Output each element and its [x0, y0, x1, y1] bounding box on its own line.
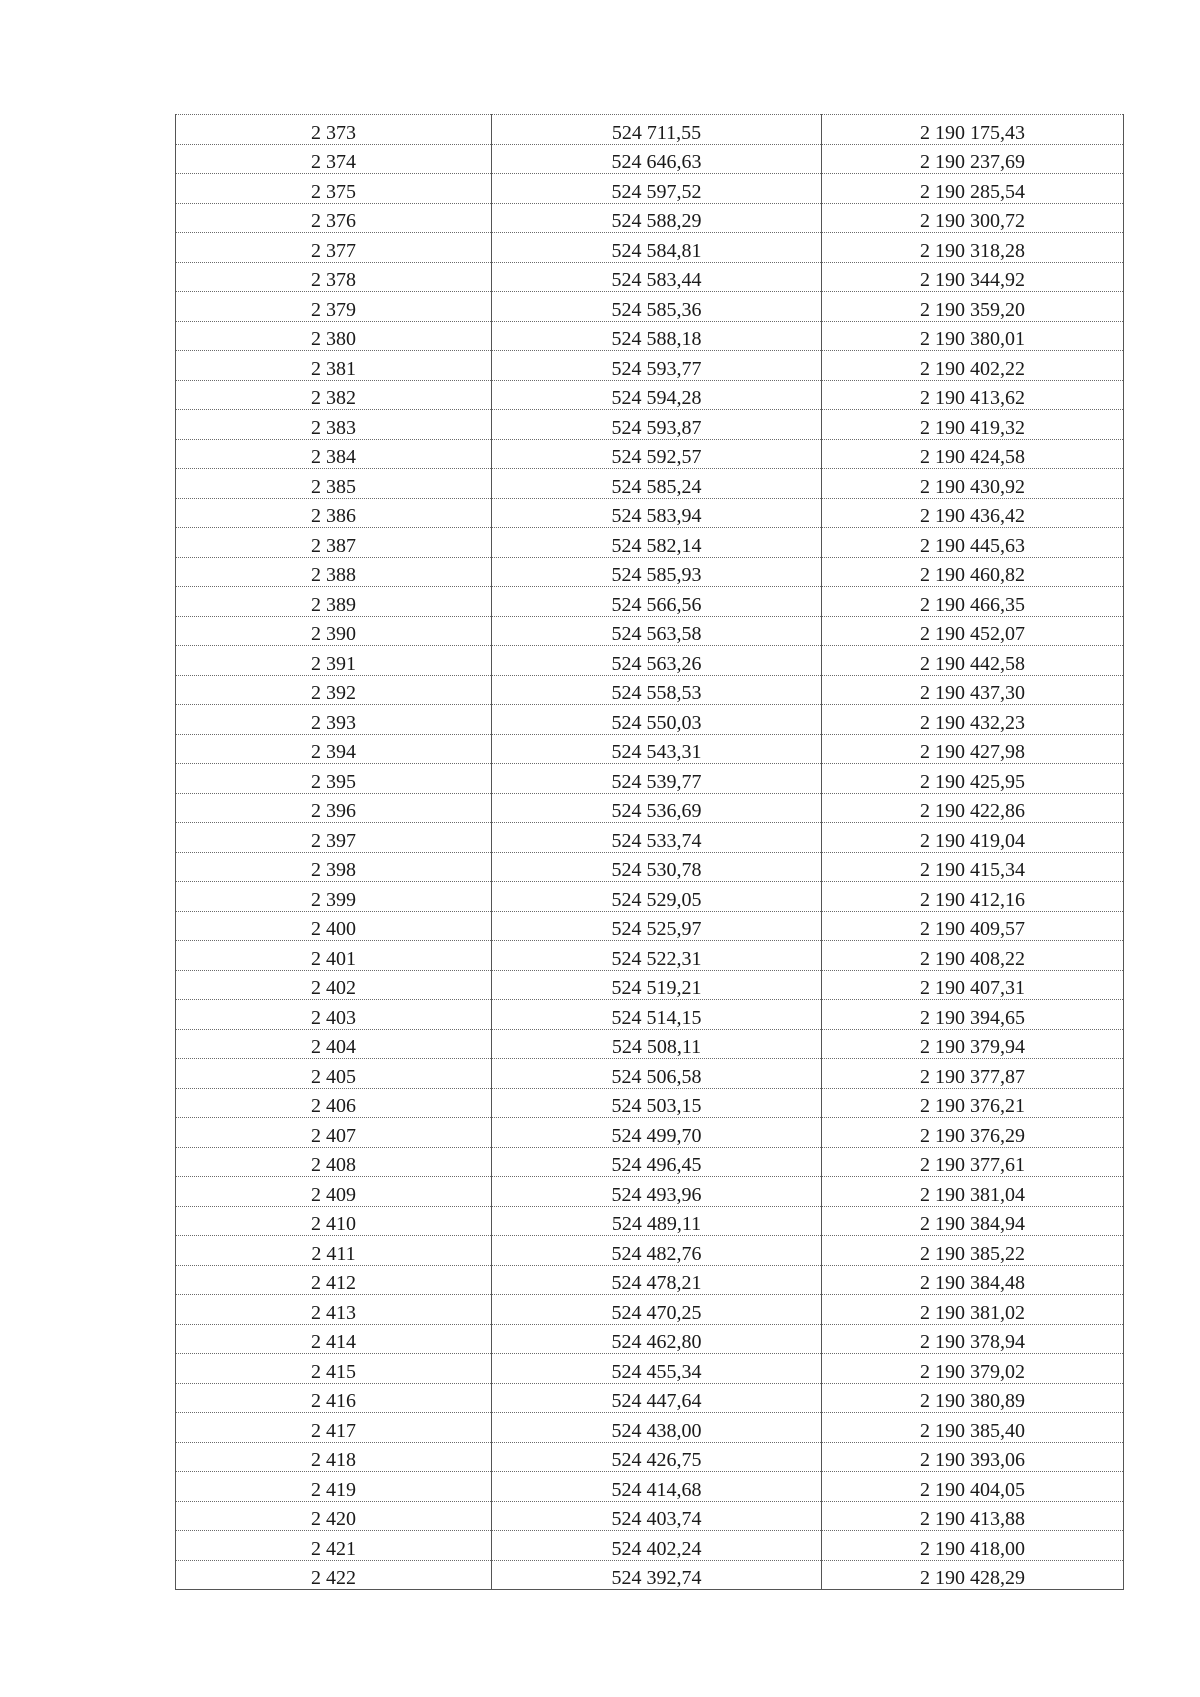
x-coordinate-cell: 524 414,68 — [492, 1472, 822, 1502]
y-coordinate-cell: 2 190 415,34 — [822, 852, 1124, 882]
table-row — [176, 498, 1124, 528]
point-number-cell: 2 417 — [176, 1413, 492, 1443]
table-row — [176, 1324, 1124, 1354]
table-row — [176, 1059, 1124, 1089]
x-coordinate-cell: 524 588,18 — [492, 321, 822, 351]
y-coordinate-cell: 2 190 445,63 — [822, 528, 1124, 558]
y-coordinate-cell: 2 190 437,30 — [822, 675, 1124, 705]
point-number-cell: 2 396 — [176, 793, 492, 823]
y-coordinate-cell: 2 190 285,54 — [822, 174, 1124, 204]
point-number-cell: 2 393 — [176, 705, 492, 735]
point-number-cell: 2 386 — [176, 498, 492, 528]
point-number-cell: 2 377 — [176, 233, 492, 263]
x-coordinate-cell: 524 530,78 — [492, 852, 822, 882]
x-coordinate-cell: 524 563,58 — [492, 616, 822, 646]
table-row — [176, 528, 1124, 558]
table-row — [176, 1501, 1124, 1531]
y-coordinate-cell: 2 190 380,89 — [822, 1383, 1124, 1413]
x-coordinate-cell: 524 585,24 — [492, 469, 822, 499]
table-row — [176, 380, 1124, 410]
table-row — [176, 203, 1124, 233]
point-number-cell: 2 387 — [176, 528, 492, 558]
y-coordinate-cell: 2 190 359,20 — [822, 292, 1124, 322]
y-coordinate-cell: 2 190 404,05 — [822, 1472, 1124, 1502]
y-coordinate-cell: 2 190 384,48 — [822, 1265, 1124, 1295]
x-coordinate-cell: 524 539,77 — [492, 764, 822, 794]
point-number-cell: 2 414 — [176, 1324, 492, 1354]
table-row — [176, 764, 1124, 794]
y-coordinate-cell: 2 190 425,95 — [822, 764, 1124, 794]
y-coordinate-cell: 2 190 418,00 — [822, 1531, 1124, 1561]
point-number-cell: 2 405 — [176, 1059, 492, 1089]
table-row — [176, 1354, 1124, 1384]
table-row — [176, 587, 1124, 617]
point-number-cell: 2 374 — [176, 144, 492, 174]
table-row — [176, 1413, 1124, 1443]
x-coordinate-cell: 524 593,87 — [492, 410, 822, 440]
point-number-cell: 2 381 — [176, 351, 492, 381]
y-coordinate-cell: 2 190 237,69 — [822, 144, 1124, 174]
table-row — [176, 970, 1124, 1000]
point-number-cell: 2 380 — [176, 321, 492, 351]
y-coordinate-cell: 2 190 422,86 — [822, 793, 1124, 823]
table-row — [176, 1295, 1124, 1325]
table-row — [176, 1206, 1124, 1236]
x-coordinate-cell: 524 585,93 — [492, 557, 822, 587]
y-coordinate-cell: 2 190 460,82 — [822, 557, 1124, 587]
table-row — [176, 439, 1124, 469]
table-row — [176, 616, 1124, 646]
table-row — [176, 675, 1124, 705]
x-coordinate-cell: 524 584,81 — [492, 233, 822, 263]
table-row — [176, 1236, 1124, 1266]
table-row — [176, 321, 1124, 351]
point-number-cell: 2 375 — [176, 174, 492, 204]
y-coordinate-cell: 2 190 379,94 — [822, 1029, 1124, 1059]
y-coordinate-cell: 2 190 466,35 — [822, 587, 1124, 617]
x-coordinate-cell: 524 593,77 — [492, 351, 822, 381]
point-number-cell: 2 406 — [176, 1088, 492, 1118]
y-coordinate-cell: 2 190 378,94 — [822, 1324, 1124, 1354]
y-coordinate-cell: 2 190 377,87 — [822, 1059, 1124, 1089]
y-coordinate-cell: 2 190 175,43 — [822, 115, 1124, 145]
x-coordinate-cell: 524 482,76 — [492, 1236, 822, 1266]
x-coordinate-cell: 524 592,57 — [492, 439, 822, 469]
y-coordinate-cell: 2 190 376,21 — [822, 1088, 1124, 1118]
point-number-cell: 2 392 — [176, 675, 492, 705]
y-coordinate-cell: 2 190 428,29 — [822, 1560, 1124, 1590]
x-coordinate-cell: 524 506,58 — [492, 1059, 822, 1089]
point-number-cell: 2 379 — [176, 292, 492, 322]
table-row — [176, 1560, 1124, 1590]
y-coordinate-cell: 2 190 430,92 — [822, 469, 1124, 499]
x-coordinate-cell: 524 563,26 — [492, 646, 822, 676]
point-number-cell: 2 403 — [176, 1000, 492, 1030]
y-coordinate-cell: 2 190 377,61 — [822, 1147, 1124, 1177]
point-number-cell: 2 394 — [176, 734, 492, 764]
y-coordinate-cell: 2 190 442,58 — [822, 646, 1124, 676]
x-coordinate-cell: 524 455,34 — [492, 1354, 822, 1384]
coordinates-table-body — [176, 115, 1124, 1590]
y-coordinate-cell: 2 190 409,57 — [822, 911, 1124, 941]
x-coordinate-cell: 524 462,80 — [492, 1324, 822, 1354]
x-coordinate-cell: 524 403,74 — [492, 1501, 822, 1531]
y-coordinate-cell: 2 190 376,29 — [822, 1118, 1124, 1148]
table-row — [176, 557, 1124, 587]
table-row — [176, 469, 1124, 499]
table-row — [176, 793, 1124, 823]
x-coordinate-cell: 524 543,31 — [492, 734, 822, 764]
y-coordinate-cell: 2 190 413,62 — [822, 380, 1124, 410]
x-coordinate-cell: 524 583,44 — [492, 262, 822, 292]
point-number-cell: 2 407 — [176, 1118, 492, 1148]
x-coordinate-cell: 524 478,21 — [492, 1265, 822, 1295]
x-coordinate-cell: 524 566,56 — [492, 587, 822, 617]
point-number-cell: 2 416 — [176, 1383, 492, 1413]
x-coordinate-cell: 524 503,15 — [492, 1088, 822, 1118]
table-row — [176, 1147, 1124, 1177]
table-row — [176, 705, 1124, 735]
table-row — [176, 1029, 1124, 1059]
point-number-cell: 2 378 — [176, 262, 492, 292]
point-number-cell: 2 412 — [176, 1265, 492, 1295]
x-coordinate-cell: 524 470,25 — [492, 1295, 822, 1325]
point-number-cell: 2 408 — [176, 1147, 492, 1177]
point-number-cell: 2 418 — [176, 1442, 492, 1472]
x-coordinate-cell: 524 489,11 — [492, 1206, 822, 1236]
x-coordinate-cell: 524 594,28 — [492, 380, 822, 410]
y-coordinate-cell: 2 190 419,04 — [822, 823, 1124, 853]
table-row — [176, 852, 1124, 882]
point-number-cell: 2 383 — [176, 410, 492, 440]
x-coordinate-cell: 524 519,21 — [492, 970, 822, 1000]
point-number-cell: 2 373 — [176, 115, 492, 145]
point-number-cell: 2 385 — [176, 469, 492, 499]
table-row — [176, 351, 1124, 381]
point-number-cell: 2 391 — [176, 646, 492, 676]
point-number-cell: 2 399 — [176, 882, 492, 912]
point-number-cell: 2 415 — [176, 1354, 492, 1384]
x-coordinate-cell: 524 426,75 — [492, 1442, 822, 1472]
x-coordinate-cell: 524 536,69 — [492, 793, 822, 823]
y-coordinate-cell: 2 190 394,65 — [822, 1000, 1124, 1030]
point-number-cell: 2 413 — [176, 1295, 492, 1325]
y-coordinate-cell: 2 190 385,40 — [822, 1413, 1124, 1443]
table-row — [176, 292, 1124, 322]
x-coordinate-cell: 524 597,52 — [492, 174, 822, 204]
table-row — [176, 941, 1124, 971]
y-coordinate-cell: 2 190 380,01 — [822, 321, 1124, 351]
point-number-cell: 2 401 — [176, 941, 492, 971]
point-number-cell: 2 398 — [176, 852, 492, 882]
x-coordinate-cell: 524 646,63 — [492, 144, 822, 174]
x-coordinate-cell: 524 496,45 — [492, 1147, 822, 1177]
point-number-cell: 2 421 — [176, 1531, 492, 1561]
table-row — [176, 233, 1124, 263]
table-row — [176, 262, 1124, 292]
y-coordinate-cell: 2 190 379,02 — [822, 1354, 1124, 1384]
x-coordinate-cell: 524 711,55 — [492, 115, 822, 145]
y-coordinate-cell: 2 190 413,88 — [822, 1501, 1124, 1531]
y-coordinate-cell: 2 190 427,98 — [822, 734, 1124, 764]
x-coordinate-cell: 524 588,29 — [492, 203, 822, 233]
y-coordinate-cell: 2 190 384,94 — [822, 1206, 1124, 1236]
table-row — [176, 1383, 1124, 1413]
y-coordinate-cell: 2 190 381,04 — [822, 1177, 1124, 1207]
y-coordinate-cell: 2 190 385,22 — [822, 1236, 1124, 1266]
y-coordinate-cell: 2 190 452,07 — [822, 616, 1124, 646]
x-coordinate-cell: 524 447,64 — [492, 1383, 822, 1413]
table-row — [176, 1118, 1124, 1148]
point-number-cell: 2 410 — [176, 1206, 492, 1236]
x-coordinate-cell: 524 529,05 — [492, 882, 822, 912]
x-coordinate-cell: 524 585,36 — [492, 292, 822, 322]
x-coordinate-cell: 524 392,74 — [492, 1560, 822, 1590]
point-number-cell: 2 376 — [176, 203, 492, 233]
x-coordinate-cell: 524 493,96 — [492, 1177, 822, 1207]
point-number-cell: 2 395 — [176, 764, 492, 794]
point-number-cell: 2 390 — [176, 616, 492, 646]
y-coordinate-cell: 2 190 318,28 — [822, 233, 1124, 263]
point-number-cell: 2 389 — [176, 587, 492, 617]
x-coordinate-cell: 524 508,11 — [492, 1029, 822, 1059]
y-coordinate-cell: 2 190 432,23 — [822, 705, 1124, 735]
point-number-cell: 2 409 — [176, 1177, 492, 1207]
table-row — [176, 911, 1124, 941]
point-number-cell: 2 419 — [176, 1472, 492, 1502]
x-coordinate-cell: 524 525,97 — [492, 911, 822, 941]
point-number-cell: 2 400 — [176, 911, 492, 941]
point-number-cell: 2 382 — [176, 380, 492, 410]
y-coordinate-cell: 2 190 402,22 — [822, 351, 1124, 381]
y-coordinate-cell: 2 190 436,42 — [822, 498, 1124, 528]
point-number-cell: 2 404 — [176, 1029, 492, 1059]
x-coordinate-cell: 524 514,15 — [492, 1000, 822, 1030]
x-coordinate-cell: 524 402,24 — [492, 1531, 822, 1561]
table-row — [176, 174, 1124, 204]
x-coordinate-cell: 524 550,03 — [492, 705, 822, 735]
x-coordinate-cell: 524 582,14 — [492, 528, 822, 558]
y-coordinate-cell: 2 190 381,02 — [822, 1295, 1124, 1325]
point-number-cell: 2 388 — [176, 557, 492, 587]
y-coordinate-cell: 2 190 407,31 — [822, 970, 1124, 1000]
x-coordinate-cell: 524 583,94 — [492, 498, 822, 528]
y-coordinate-cell: 2 190 344,92 — [822, 262, 1124, 292]
table-row — [176, 1000, 1124, 1030]
y-coordinate-cell: 2 190 424,58 — [822, 439, 1124, 469]
x-coordinate-cell: 524 533,74 — [492, 823, 822, 853]
y-coordinate-cell: 2 190 408,22 — [822, 941, 1124, 971]
y-coordinate-cell: 2 190 412,16 — [822, 882, 1124, 912]
point-number-cell: 2 422 — [176, 1560, 492, 1590]
y-coordinate-cell: 2 190 300,72 — [822, 203, 1124, 233]
point-number-cell: 2 397 — [176, 823, 492, 853]
y-coordinate-cell: 2 190 419,32 — [822, 410, 1124, 440]
table-row — [176, 1088, 1124, 1118]
x-coordinate-cell: 524 438,00 — [492, 1413, 822, 1443]
point-number-cell: 2 420 — [176, 1501, 492, 1531]
table-row — [176, 1177, 1124, 1207]
table-row — [176, 115, 1124, 145]
table-row — [176, 410, 1124, 440]
point-number-cell: 2 411 — [176, 1236, 492, 1266]
table-row — [176, 1531, 1124, 1561]
table-row — [176, 144, 1124, 174]
x-coordinate-cell: 524 499,70 — [492, 1118, 822, 1148]
coordinates-table — [175, 114, 1124, 1590]
table-row — [176, 1472, 1124, 1502]
table-row — [176, 1442, 1124, 1472]
y-coordinate-cell: 2 190 393,06 — [822, 1442, 1124, 1472]
table-row — [176, 823, 1124, 853]
table-row — [176, 646, 1124, 676]
table-row — [176, 734, 1124, 764]
point-number-cell: 2 384 — [176, 439, 492, 469]
table-row — [176, 1265, 1124, 1295]
table-row — [176, 882, 1124, 912]
x-coordinate-cell: 524 558,53 — [492, 675, 822, 705]
point-number-cell: 2 402 — [176, 970, 492, 1000]
x-coordinate-cell: 524 522,31 — [492, 941, 822, 971]
